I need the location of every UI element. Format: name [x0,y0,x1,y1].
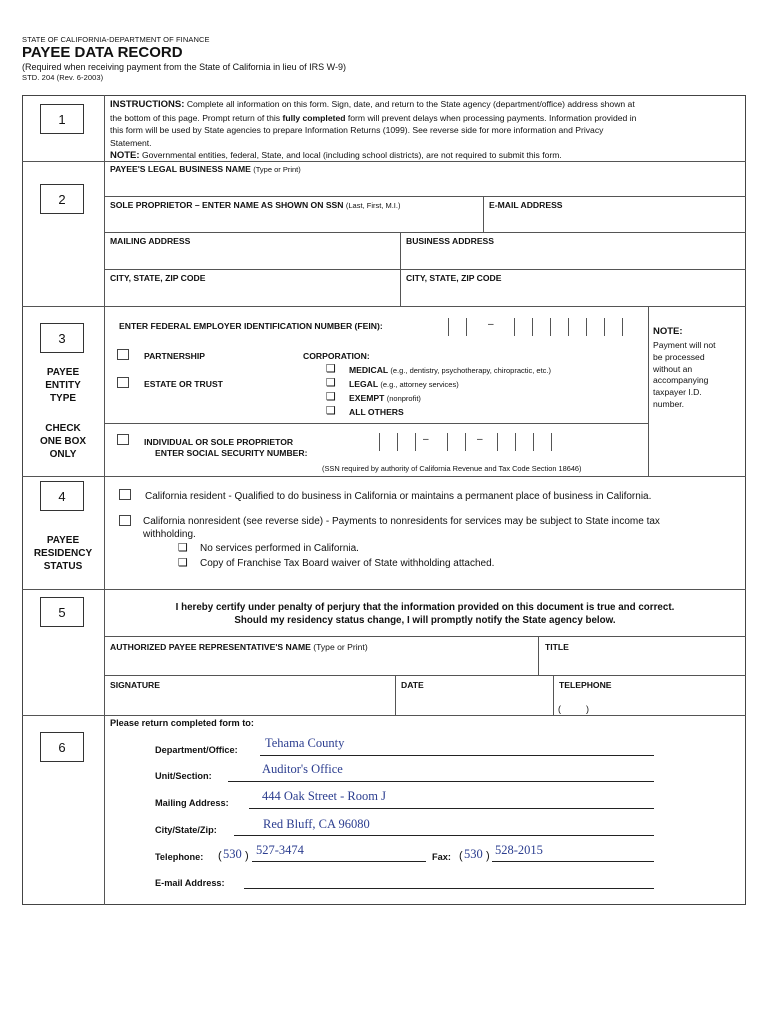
left-column-divider [104,95,105,905]
divider [465,433,466,451]
nonresident-label [143,516,660,541]
legal-text: LEGAL [349,379,378,389]
divider [228,781,654,782]
exempt-text: EXEMPT [349,393,385,403]
fax-label: Fax: [432,852,451,862]
instructions-line-3: this form will be used by State agencies to prepare Information Returns (1099). See reverse side for more information and Privacy [110,125,604,135]
divider [483,196,484,232]
telephone-parens: ( ) [558,704,589,714]
fax-area[interactable]: 530 [464,847,483,861]
telephone-field[interactable]: TELEPHONE [559,680,612,690]
instructions-bold: fully completed [282,112,346,123]
divider [533,433,534,451]
legal-name-hint: (Type or Print) [253,165,301,174]
nonresident-line-2: withholding. [143,528,196,540]
section-2-number: 2 [40,184,84,214]
divider [104,423,648,424]
instructions-block [110,98,740,163]
business-address-field[interactable]: BUSINESS ADDRESS [406,236,495,246]
instructions-line-4: Statement. [110,137,152,148]
divider [538,636,539,675]
legal-label [349,379,459,389]
divider [22,161,746,162]
certification-text [104,601,746,627]
side-label-check: CHECK [45,423,81,434]
individual-checkbox[interactable] [117,434,129,445]
sole-prop-label: SOLE PROPRIETOR – ENTER NAME AS SHOWN ON SSN [110,200,344,210]
exempt-hint: (nonprofit) [386,394,421,403]
note-body [653,340,716,411]
divider [379,433,380,451]
exempt-checkbox[interactable]: ❑ [326,391,336,403]
note-line: number. [653,398,685,409]
mailing-address-field[interactable]: MAILING ADDRESS [110,236,191,246]
nonresident-checkbox[interactable] [119,515,131,526]
no-services-checkbox[interactable]: ❑ [178,542,188,554]
rep-name-label: AUTHORIZED PAYEE REPRESENTATIVE'S NAME [110,642,311,652]
divider [515,433,516,451]
fax-open-paren: ( [459,850,463,862]
section-5-number: 5 [40,597,84,627]
ftb-copy-label: Copy of Franchise Tax Board waiver of State withholding attached. [200,558,495,569]
all-others-checkbox[interactable]: ❑ [326,405,336,417]
ssn-dash-2: – [477,434,483,445]
unit-label: Unit/Section: [155,771,212,781]
section-4-number: 4 [40,481,84,511]
divider [395,675,396,715]
divider [551,433,552,451]
divider [22,476,746,477]
divider [568,318,569,336]
email-field[interactable]: E-MAIL ADDRESS [489,200,563,210]
side-label-type: TYPE [49,393,77,404]
divider [448,318,449,336]
date-field[interactable]: DATE [401,680,424,690]
note-line: Payment will not [653,340,716,350]
divider [104,269,746,270]
divider [586,318,587,336]
divider [104,636,746,637]
estate-checkbox[interactable] [117,377,129,388]
partnership-checkbox[interactable] [117,349,129,360]
form-title: PAYEE DATA RECORD [22,44,183,61]
divider [553,675,554,715]
note-line: be processed [653,351,705,362]
residency-side-label [24,534,102,573]
divider [532,318,533,336]
legal-hint: (e.g., attorney services) [380,380,459,389]
medical-text: MEDICAL [349,365,388,375]
side-label-status: STATUS [43,561,83,572]
all-others-label: ALL OTHERS [349,407,404,417]
mailing-label: Mailing Address: [155,798,229,808]
telephone-label: Telephone: [155,852,204,862]
divider [260,755,654,756]
dept-label: Department/Office: [155,745,238,755]
divider [252,861,426,862]
phone-open-paren: ( [218,850,222,862]
section-1-number: 1 [40,104,84,134]
section-3-number: 3 [40,323,84,353]
form-id: STD. 204 (Rev. 6-2003) [22,73,104,82]
divider [104,196,746,197]
legal-checkbox[interactable]: ❑ [326,377,336,389]
note-label: NOTE: [110,150,140,161]
resident-checkbox[interactable] [119,489,131,500]
divider [447,433,448,451]
note-line: taxpayer I.D. [653,387,702,398]
instructions-line-2a: the bottom of this page. Prompt return of this [110,112,283,123]
note-line: without an [653,363,693,374]
ssn-input[interactable] [379,433,634,451]
sole-prop-hint: (Last, First, M.I.) [345,201,401,210]
divider [22,306,746,307]
divider [648,306,649,476]
agency-name: STATE OF CALIFORNIA-DEPARTMENT OF FINANCE [22,35,210,44]
city-label: City/State/Zip: [155,825,217,835]
divider [497,433,498,451]
instructions-line-1: Complete all information on this form. Sign, date, and return to the State agency (department/office) address shown at [186,99,635,109]
email-label: E-mail Address: [155,878,225,888]
side-label-payee: PAYEE [46,367,80,378]
divider [492,861,654,862]
certify-line-2: Should my residency status change, I will promptly notify the State agency below. [234,615,616,626]
divider [397,433,398,451]
divider [604,318,605,336]
individual-label-1: INDIVIDUAL OR SOLE PROPRIETOR [144,437,294,447]
divider [22,715,746,716]
medical-label [349,365,551,375]
ssn-dash-1: – [423,434,429,445]
exempt-label [349,393,421,403]
legal-name-field[interactable] [110,164,301,174]
ftb-copy-checkbox[interactable]: ❑ [178,557,188,569]
rep-name-hint: (Type or Print) [313,642,368,652]
side-label-entity: ENTITY [45,380,81,391]
title-field[interactable]: TITLE [545,642,569,652]
individual-label-2: ENTER SOCIAL SECURITY NUMBER: [155,448,308,458]
business-city-field[interactable]: CITY, STATE, ZIP CODE [406,273,502,283]
divider [466,318,467,336]
ssn-note: (SSN required by authority of California Revenue and Tax Code Section 18646) [322,464,582,473]
side-label-payee: PAYEE [46,535,80,546]
corporation-label: CORPORATION: [303,351,370,361]
medical-checkbox[interactable]: ❑ [326,363,336,375]
nonresident-line-1: California nonresident (see reverse side) - Payments to nonresidents for services may be subject to State income tax [143,516,660,527]
divider [415,433,416,451]
return-heading: Please return completed form to: [110,718,254,728]
legal-name-label: PAYEE'S LEGAL BUSINESS NAME [110,164,251,174]
fax-value[interactable]: 528-2015 [495,843,543,857]
entity-type-side-label [24,366,102,405]
instructions-label: INSTRUCTIONS: [110,99,185,110]
no-services-label: No services performed in California. [200,543,359,554]
dept-value[interactable]: Tehama County [265,736,345,750]
divider [234,835,654,836]
medical-hint: (e.g., dentistry, psychotherapy, chiropractic, etc.) [390,366,552,375]
fax-close-paren: ) [486,850,490,862]
phone-area[interactable]: 530 [223,847,242,861]
partnership-label: PARTNERSHIP [144,351,205,361]
signature-field[interactable]: SIGNATURE [110,680,160,690]
side-label-residency: RESIDENCY [33,548,93,559]
divider [622,318,623,336]
resident-label: California resident - Qualified to do business in California or maintains a permanent place of business in California. [145,491,652,502]
side-label-one-box: ONE BOX [39,436,87,447]
mailing-city-field[interactable]: CITY, STATE, ZIP CODE [110,273,206,283]
divider [514,318,515,336]
instructions-line-2b: form will prevent delays when processing payments. Information provided in [345,112,637,123]
note-title: NOTE: [653,326,683,337]
fein-input[interactable] [448,318,631,336]
phone-close-paren: ) [245,850,249,862]
fein-label: ENTER FEDERAL EMPLOYER IDENTIFICATION NUMBER (FEIN): [119,321,383,331]
phone-value[interactable]: 527-3474 [256,843,304,857]
mailing-value[interactable]: 444 Oak Street - Room J [262,789,386,803]
divider [104,675,746,676]
note-text: Governmental entities, federal, State, and local (including school districts), are not required to submit this form. [139,150,562,160]
certify-line-1: I hereby certify under penalty of perjury that the information provided on this document is true and correct. [175,602,675,613]
estate-label: ESTATE OR TRUST [144,379,223,389]
check-one-side-label [24,422,102,461]
divider [22,589,746,590]
divider [104,232,746,233]
city-value[interactable]: Red Bluff, CA 96080 [263,817,370,831]
divider [249,808,654,809]
rep-name-field[interactable] [110,642,368,652]
section-6-number: 6 [40,732,84,762]
divider [550,318,551,336]
fein-dash: – [488,319,494,330]
form-subtitle: (Required when receiving payment from the State of California in lieu of IRS W-9) [22,62,346,72]
side-label-only: ONLY [49,449,77,460]
sole-prop-name-field[interactable] [110,200,400,210]
unit-value[interactable]: Auditor's Office [262,762,343,776]
email-line[interactable] [244,888,654,889]
note-line: accompanying [653,375,709,386]
